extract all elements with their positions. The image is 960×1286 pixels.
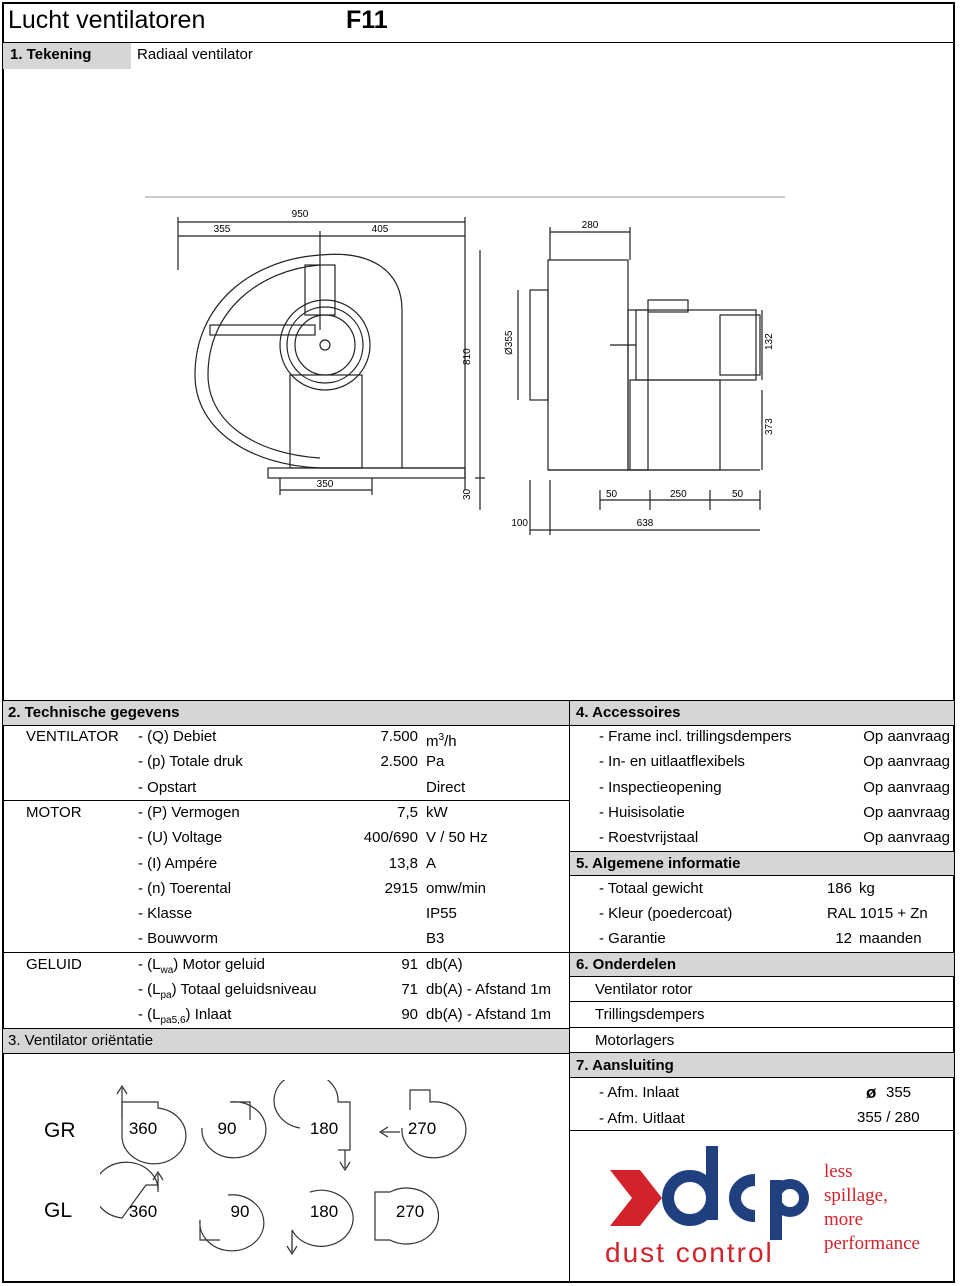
accessory-name: - Roestvrijstaal [599, 829, 699, 846]
tagline-line: less [824, 1161, 853, 1182]
connection-value: 355 [886, 1084, 912, 1101]
spec-value: 2915 [384, 880, 418, 897]
spec-name: - Opstart [138, 779, 197, 796]
spec-name: - Klasse [138, 905, 193, 922]
logo-chevron [610, 1170, 662, 1226]
spec-unit: kW [426, 804, 448, 821]
section3-label: 3. Ventilator oriëntatie [8, 1032, 154, 1049]
spec-value: 13,8 [388, 855, 418, 872]
info-name: - Kleur (poedercoat) [599, 905, 733, 922]
spec-unit: db(A) [426, 956, 463, 973]
dim-label: 350 [316, 479, 334, 490]
dim-label: 355 [213, 224, 231, 235]
spec-value: 2.500 [380, 753, 418, 770]
divider [2, 952, 569, 953]
info-value: 12 [835, 930, 852, 947]
part-item: Trillingsdempers [595, 1006, 705, 1023]
spec-name: - $(L_{pa5,6})$ Inlaat [138, 1006, 232, 1026]
orientation-row-label: GR [44, 1119, 76, 1142]
dim-label: 250 [670, 489, 687, 500]
spec-value: 7.500 [380, 728, 418, 745]
spec-name: - (P) Vermogen [138, 804, 240, 821]
divider [570, 1130, 955, 1131]
spec-unit: Direct [426, 779, 466, 796]
spec-name: - (U) Voltage [138, 829, 223, 846]
group-label: VENTILATOR [26, 728, 119, 745]
orientation-angle: 270 [407, 1119, 437, 1138]
spec-unit: IP55 [426, 905, 457, 922]
spec-name: - (Q) Debiet [138, 728, 217, 745]
group-label: MOTOR [26, 804, 82, 821]
diameter-symbol: ø [866, 1083, 877, 1102]
orientation-angle: 90 [217, 1119, 237, 1138]
spec-value: 7,5 [397, 804, 418, 821]
section4-label: 4. Accessoires [576, 704, 681, 721]
spec-name: - (p) Totale druk [138, 753, 243, 770]
section7-label: 7. Aansluiting [576, 1057, 674, 1074]
dim-label: 810 [462, 348, 473, 365]
dust-control-logo [600, 1140, 810, 1270]
spec-name: - (I) Ampére [138, 855, 218, 872]
logo-brand: dust control [605, 1237, 774, 1268]
orientation-angle: 180 [309, 1202, 339, 1221]
dim-label: 280 [581, 220, 599, 231]
spec-unit: $m^3/h$ [426, 732, 457, 750]
page-title: Lucht ventilatoren [8, 6, 206, 34]
divider [2, 42, 955, 43]
dim-label: 132 [764, 333, 775, 350]
fan-outline [274, 1080, 350, 1150]
orientation-angle: 180 [309, 1119, 339, 1138]
section1-label: 1. Tekening [10, 46, 92, 63]
orientation-row-label: GL [44, 1199, 73, 1222]
accessory-name: - Huisisolatie [599, 804, 685, 821]
divider [570, 1001, 955, 1002]
dim-label: Ø355 [504, 330, 515, 355]
orientation-angle: 360 [128, 1202, 158, 1221]
divider [570, 1077, 955, 1078]
divider [2, 725, 569, 726]
part-item: Ventilator rotor [595, 981, 693, 998]
accessory-value: Op aanvraag [863, 728, 950, 745]
spec-name: - $(L_{wa})$ Motor geluid [138, 956, 266, 976]
spec-unit: A [426, 855, 437, 872]
spec-value: 400/690 [363, 829, 418, 846]
connection-name: - Afm. Inlaat [599, 1084, 680, 1101]
orientation-angle: 270 [395, 1202, 425, 1221]
accessory-value: Op aanvraag [863, 779, 950, 796]
section6-label: 6. Onderdelen [576, 956, 677, 973]
spec-unit: omw/min [426, 880, 487, 897]
accessory-value: Op aanvraag [863, 829, 950, 846]
dim-label: 638 [636, 518, 654, 529]
info-name: - Garantie [599, 930, 666, 947]
info-unit: kg [859, 880, 875, 897]
tagline-line: performance [824, 1233, 920, 1254]
spec-unit: db(A) - Afstand 1m [426, 981, 552, 998]
section5-label: 5. Algemene informatie [576, 855, 741, 872]
spec-name: - (n) Toerental [138, 880, 232, 897]
tagline-line: more [824, 1209, 864, 1230]
orientation-angle: 360 [128, 1119, 158, 1138]
dim-label: 405 [371, 224, 389, 235]
spec-value: 71 [401, 981, 418, 998]
orientation-angle: 90 [230, 1202, 250, 1221]
orientation-diagrams [100, 1080, 470, 1260]
dim-label: 50 [606, 489, 618, 500]
divider [570, 875, 955, 876]
divider [570, 725, 955, 726]
connection-name: - Afm. Uitlaat [599, 1110, 685, 1127]
info-value: RAL 1015 + Zn [827, 905, 928, 922]
spec-value: 91 [401, 956, 418, 973]
part-item: Motorlagers [595, 1032, 675, 1049]
group-label: GELUID [26, 956, 82, 973]
spec-name: - Bouwvorm [138, 930, 219, 947]
accessory-name: - Frame incl. trillingsdempers [599, 728, 792, 745]
info-value: 186 [826, 880, 852, 897]
dim-label: 30 [462, 488, 473, 500]
product-code: F11 [346, 6, 388, 34]
spec-unit: B3 [426, 930, 445, 947]
dim-label: 950 [291, 209, 309, 220]
logo-tagline [824, 1160, 920, 1256]
dim-label: 50 [732, 489, 744, 500]
spec-unit: db(A) - Afstand 1m [426, 1006, 552, 1023]
accessory-value: Op aanvraag [863, 753, 950, 770]
divider [570, 1027, 955, 1028]
section1-subtitle: Radiaal ventilator [137, 46, 253, 63]
spec-value: 90 [401, 1006, 418, 1023]
accessory-name: - Inspectieopening [599, 779, 722, 796]
dim-label: 100 [511, 518, 528, 529]
fan-technical-drawing [140, 190, 800, 550]
accessory-name: - In- en uitlaatflexibels [599, 753, 745, 770]
spec-unit: Pa [426, 753, 445, 770]
connection-value: 355 / 280 [857, 1109, 920, 1126]
tagline-line: spillage, [824, 1185, 888, 1206]
accessory-value: Op aanvraag [863, 804, 950, 821]
spec-name: - $(L_{pa})$ Totaal geluidsniveau [138, 981, 317, 1001]
side-view [178, 217, 485, 510]
info-unit: maanden [859, 930, 922, 947]
section2-label: 2. Technische gegevens [8, 704, 180, 721]
divider [2, 800, 569, 801]
divider [570, 976, 955, 977]
dim-label: 373 [764, 418, 775, 435]
divider [2, 1053, 569, 1054]
spec-unit: V / 50 Hz [426, 829, 488, 846]
info-name: - Totaal gewicht [599, 880, 703, 897]
front-view [518, 227, 762, 535]
column-divider [569, 700, 570, 1283]
